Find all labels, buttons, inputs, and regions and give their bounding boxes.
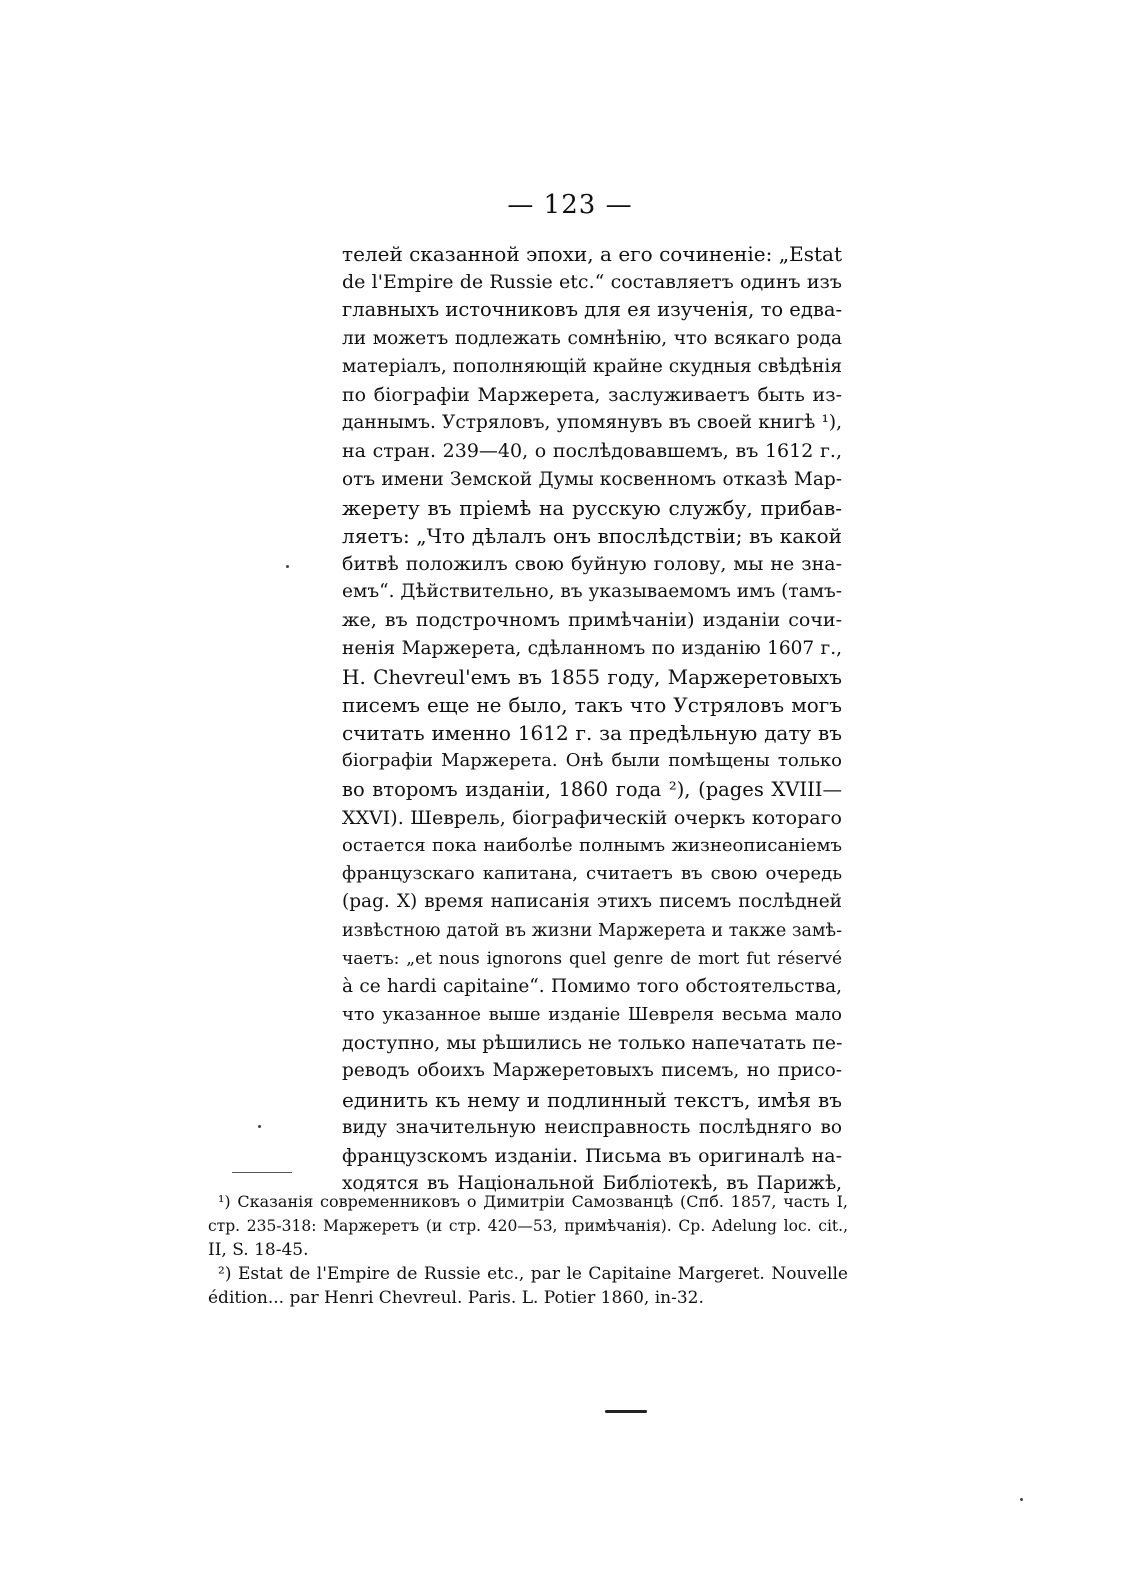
footnote-1-line: ¹) Сказанія современниковъ о Димитріи Самозванцѣ (Спб. 1857, часть I,	[218, 1192, 848, 1211]
body-line: телей сказанной эпохи, а его сочиненіе: „Estat	[342, 242, 842, 266]
body-line: писемъ еще не было, такъ что Устряловъ могъ	[342, 693, 842, 717]
body-line: отъ имени Земской Думы косвенномъ отказѣ Мар-	[342, 468, 842, 490]
body-line: XXVI). Шеврель, біографическій очеркъ котораго	[342, 806, 842, 829]
body-line: ли можетъ подлежать сомнѣнію, что всякаго рода	[342, 327, 842, 349]
bottom-ornament-dash	[605, 1410, 647, 1413]
body-line: на стран. 239—40, о послѣдовавшемъ, въ 1612 г.,	[342, 440, 842, 463]
body-line: же, въ подстрочномъ примѣчаніи) изданіи сочи-	[342, 609, 842, 632]
body-line: виду значительную неисправность послѣдняго во	[342, 1116, 842, 1138]
body-line: ляетъ: „Что дѣлалъ онъ впослѣдствіи; въ какой	[342, 523, 842, 548]
scan-speck	[258, 1125, 261, 1128]
body-text	[342, 240, 842, 1198]
body-line: à ce hardi capitaine“. Помимо того обстоятельства,	[342, 975, 842, 997]
body-line: французскаго капитана, считаетъ въ свою очередь	[342, 863, 842, 885]
footnote-1-line: стр. 235-318: Маржеретъ (и стр. 420—53, примѣчанія). Ср. Adelung loc. cit.,	[208, 1217, 848, 1235]
body-line: остается пока наиболѣе полнымъ жизнеописаніемъ	[342, 834, 842, 856]
body-line: доступно, мы рѣшились не только напечатать пе-	[342, 1032, 842, 1055]
body-line: единить къ нему и подлинный текстъ, имѣя въ	[342, 1087, 842, 1112]
footnote-divider	[232, 1172, 292, 1173]
body-line: ненія Маржерета, сдѣланномъ по изданію 1607 г.,	[342, 637, 842, 659]
footnotes	[208, 1190, 848, 1310]
body-line: даннымъ. Устряловъ, упомянувъ въ своей книгѣ ¹),	[342, 412, 842, 434]
body-line: считать именно 1612 г. за предѣльную дату въ	[342, 721, 842, 746]
body-line: во второмъ изданіи, 1860 года ²), (pages XVIII—	[342, 777, 842, 801]
body-line: битвѣ положилъ свою буйную голову, мы не зна-	[342, 553, 842, 576]
body-line: по біографіи Маржерета, заслуживаетъ быть из-	[342, 383, 842, 406]
body-line: (pag. X) время написанія этихъ писемъ послѣдней	[342, 891, 842, 913]
body-line: что указанное выше изданіе Шевреля весьма мало	[342, 1004, 842, 1026]
footnote-2-line: édition... par Henri Chevreul. Paris. L. Potier 1860, in-32.	[208, 1288, 704, 1308]
body-line: біографіи Маржерета. Онѣ были помѣщены только	[342, 750, 842, 772]
body-line: H. Chevreul'емъ въ 1855 году, Маржеретовыхъ	[342, 664, 842, 689]
body-line: французскомъ изданіи. Письма въ оригиналѣ на-	[342, 1145, 842, 1167]
body-line: de l'Empire de Russie etc.“ составляетъ одинъ изъ	[342, 271, 842, 294]
body-line: жерету въ пріемѣ на русскую службу, прибав-	[342, 495, 842, 520]
footnote-2-line: ²) Estat de l'Empire de Russie etc., par le Capitaine Margeret. Nouvelle	[218, 1264, 848, 1284]
body-line: главныхъ источниковъ для ея изученія, то едва-	[342, 298, 842, 322]
footnote-1-line: II, S. 18-45.	[208, 1240, 309, 1260]
scan-speck	[1020, 1498, 1023, 1501]
body-line: реводъ обоихъ Маржеретовыхъ писемъ, но присо-	[342, 1060, 842, 1082]
body-line: емъ“. Дѣйствительно, въ указываемомъ имъ (тамъ-	[342, 581, 842, 603]
body-line: матеріалъ, пополняющій крайне скудныя свѣдѣнія	[342, 355, 842, 377]
scan-speck	[286, 565, 289, 568]
body-line: ходятся въ Національной Библіотекѣ, въ Парижѣ,	[342, 1173, 842, 1195]
body-line: чаетъ: „et nous ignorons quel genre de mort fut réservé	[342, 948, 842, 969]
body-line: извѣстною датой въ жизни Маржерета и также замѣ-	[342, 920, 842, 941]
page-number: — 123 —	[507, 190, 633, 220]
